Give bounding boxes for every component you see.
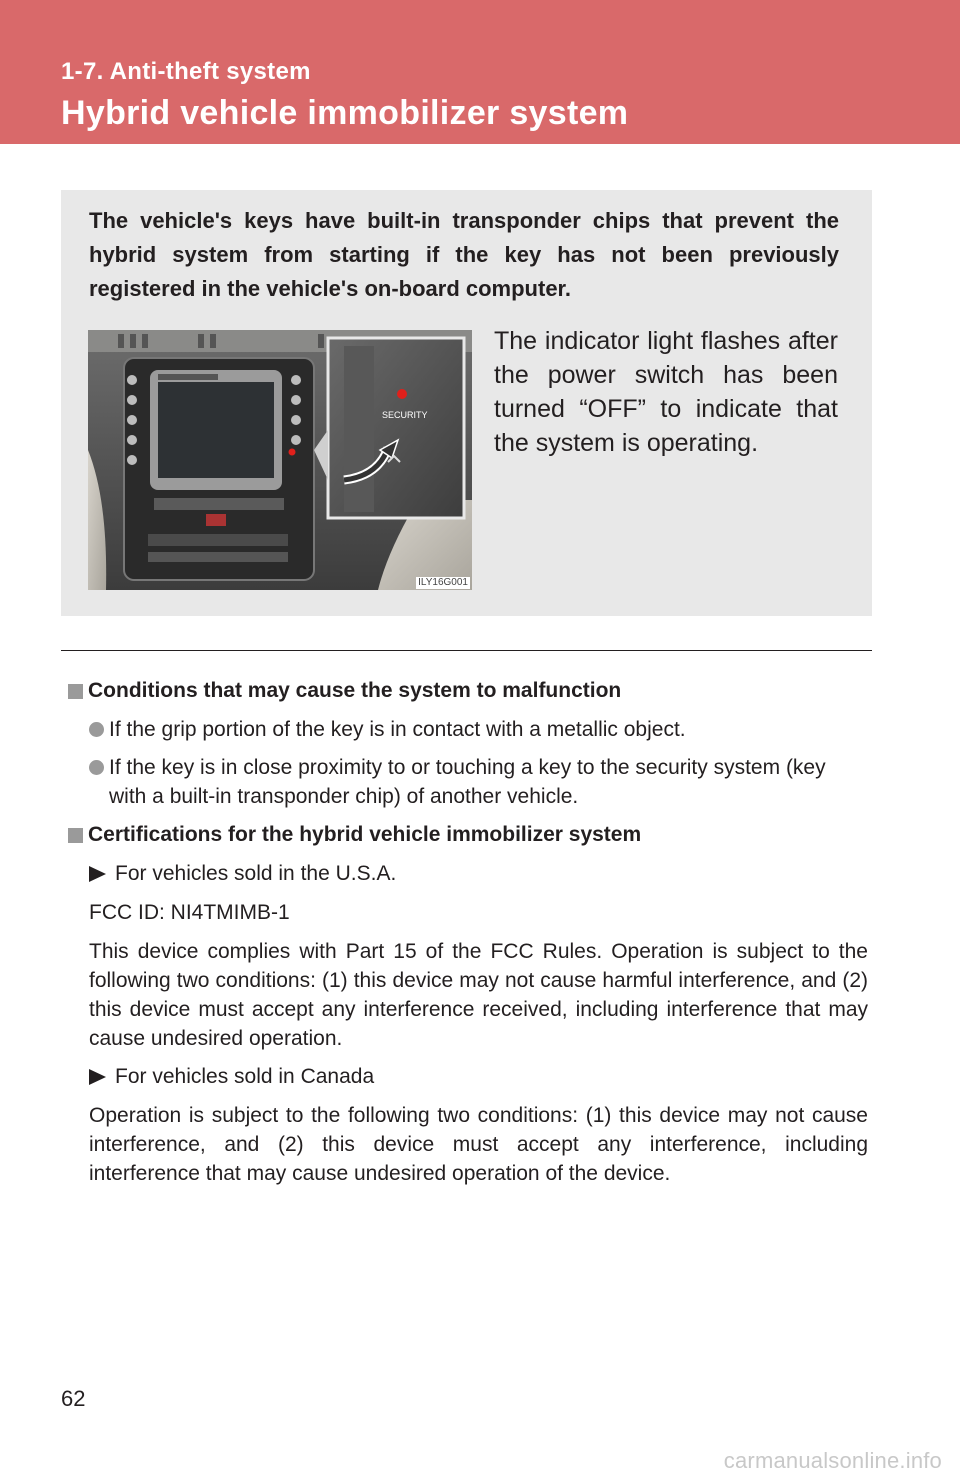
section-heading-malfunction: Conditions that may cause the system to malfunction — [68, 676, 868, 706]
usa-compliance-text: This device complies with Part 15 of the FCC Rules. Operation is subject to the following two conditions: (1) this device may not cause harmful interference, and (2) this device must accept any interference received, including interference that may cause undesired operation. — [89, 940, 868, 1050]
square-bullet-icon — [68, 684, 83, 699]
security-label: SECURITY — [382, 410, 428, 420]
figure-caption: The indicator light flashes after the power switch has been turned “OFF” to indicate that the system is operating. — [494, 327, 838, 457]
list-item: If the grip portion of the key is in contact with a metallic object. — [68, 715, 868, 744]
usa-label: For vehicles sold in the U.S.A. — [68, 859, 868, 888]
divider — [61, 650, 872, 651]
circle-bullet-icon — [89, 760, 104, 775]
canada-label: For vehicles sold in Canada — [68, 1062, 868, 1091]
square-bullet-icon — [68, 828, 83, 843]
circle-bullet-icon — [89, 722, 104, 737]
fcc-id: FCC ID: NI4TMIMB-1 — [89, 901, 290, 924]
dashboard-illustration — [88, 330, 472, 590]
watermark: carmanualsonline.info — [723, 1448, 942, 1473]
dashboard-figure — [88, 330, 472, 590]
intro-text: The vehicle's keys have built-in transponder chips that prevent the hybrid system from starting if the key has not been previously registered in the vehicle's on-board computer. — [89, 208, 839, 301]
figure-code: ILY16G001 — [418, 577, 468, 588]
main-content — [68, 676, 868, 1188]
triangle-arrow-icon — [89, 1069, 106, 1085]
page-title: Hybrid vehicle immobilizer system — [61, 94, 629, 132]
intro-box — [61, 190, 872, 616]
page-header — [0, 0, 960, 144]
canada-compliance-text: Operation is subject to the following two conditions: (1) this device may not cause interference, and (2) this device must accept any interference, including interference that may cause undesired operation of the device. — [89, 1104, 868, 1185]
section-heading-certifications: Certifications for the hybrid vehicle immobilizer system — [68, 820, 868, 850]
page-number: 62 — [61, 1386, 86, 1411]
triangle-arrow-icon — [89, 866, 106, 882]
list-item: If the key is in close proximity to or touching a key to the security system (key with a built-in transponder chip) of another vehicle. — [68, 753, 868, 811]
section-label: 1-7. Anti-theft system — [61, 58, 311, 85]
